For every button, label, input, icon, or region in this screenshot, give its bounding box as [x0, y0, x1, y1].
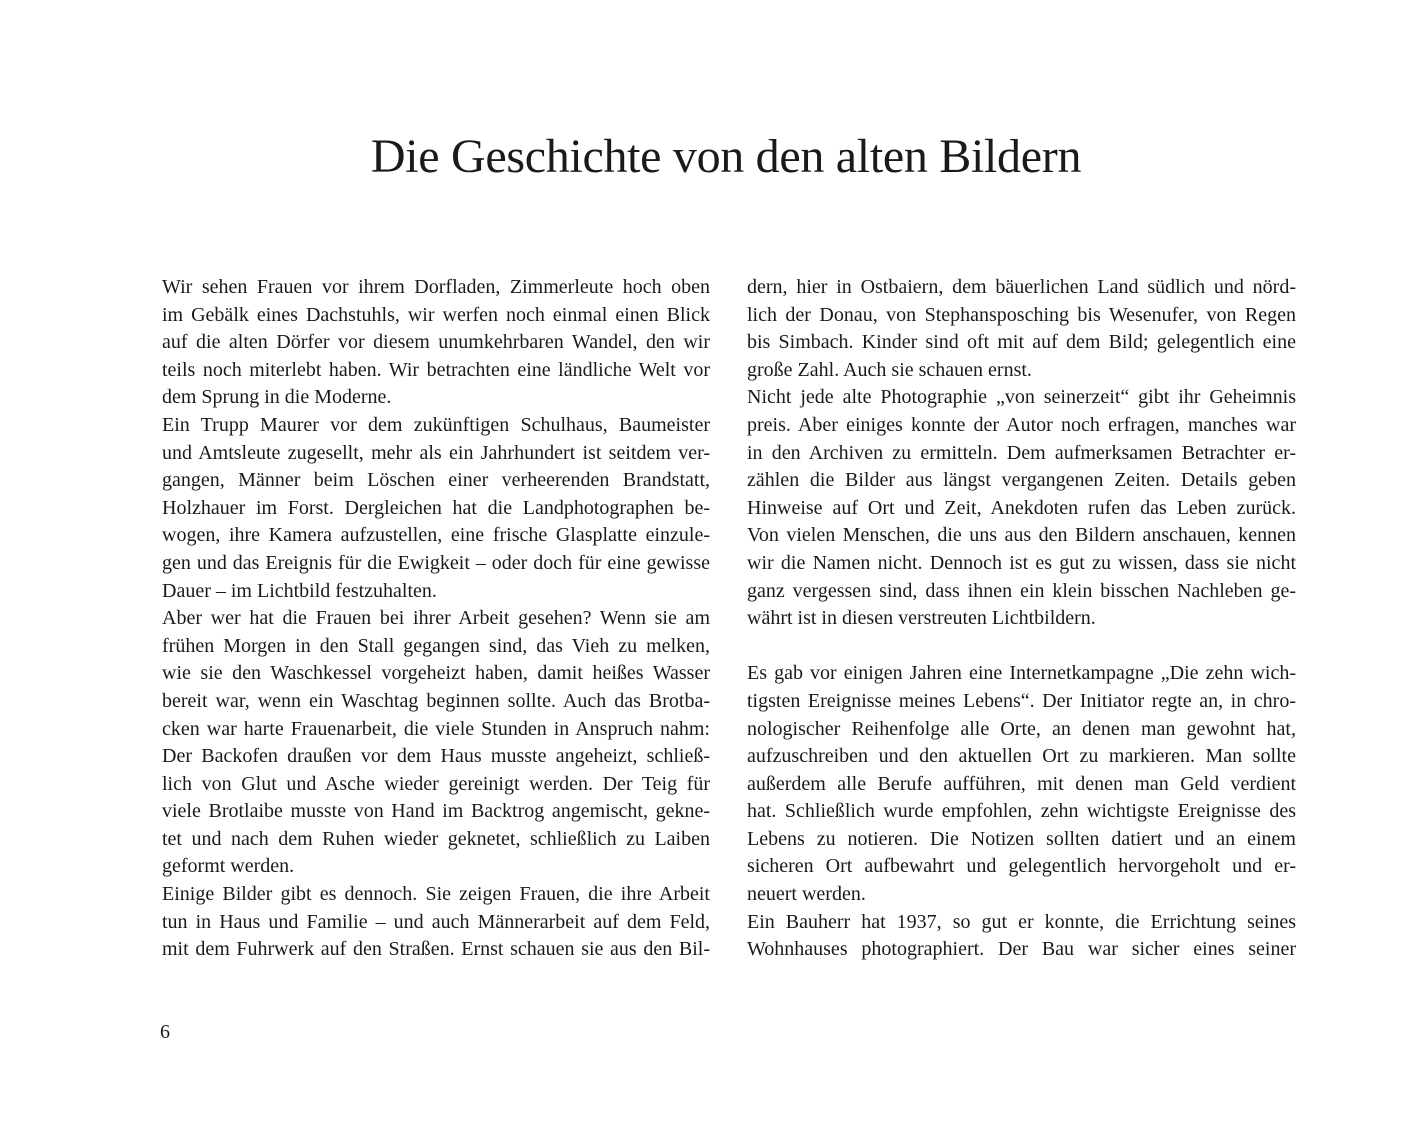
text-line: Hinweise auf Ort und Zeit, Anekdoten rufen das Leben zurück. [747, 496, 1296, 519]
text-line: auf die alten Dörfer vor diesem unumkehrbaren Wandel, den wir [162, 331, 710, 354]
text-line: mit dem Fuhrwerk auf den Straßen. Ernst schauen sie aus den Bil- [162, 938, 710, 961]
text-line: wir die Namen nicht. Dennoch ist es gut zu wissen, dass sie nicht [747, 551, 1296, 574]
text-line: bereit war, wenn ein Waschtag beginnen sollte. Auch das Brotba- [162, 689, 710, 712]
chapter-title: Die Geschichte von den alten Bildern [370, 130, 1082, 183]
text-line: viele Brotlaibe musste von Hand im Backtrog angemischt, gekne- [162, 800, 710, 823]
text-line: wogen, ihre Kamera aufzustellen, eine frische Glasplatte einzule- [162, 524, 710, 547]
text-line: Nicht jede alte Photographie „von seinerzeit“ gibt ihr Geheimnis [747, 386, 1296, 409]
text-line: neuert werden. [747, 883, 866, 906]
text-line: lich der Donau, von Stephansposching bis Wesenufer, von Regen [747, 303, 1296, 326]
text-line: sicheren Ort aufbewahrt und gelegentlich hervorgeholt und er- [747, 855, 1296, 878]
text-line: ganz vergessen sind, dass ihnen ein klein bisschen Nachleben ge- [747, 579, 1296, 602]
text-line: Von vielen Menschen, die uns aus den Bildern anschauen, kennen [747, 524, 1296, 547]
text-line: Wohnhauses photographiert. Der Bau war sicher eines seiner [747, 938, 1296, 961]
text-line: außerdem alle Berufe aufführen, mit denen man Geld verdient [747, 772, 1296, 795]
text-line: währt ist in diesen verstreuten Lichtbildern. [747, 607, 1096, 630]
text-line: Ein Trupp Maurer vor dem zukünftigen Schulhaus, Baumeister [162, 413, 710, 436]
text-line: bis Simbach. Kinder sind oft mit auf dem Bild; gelegentlich eine [747, 331, 1296, 354]
text-line: Es gab vor einigen Jahren eine Internetkampagne „Die zehn wich- [747, 662, 1296, 685]
text-line: wie sie den Waschkessel vorgeheizt haben, damit heißes Wasser [162, 662, 710, 685]
text-line: Wir sehen Frauen vor ihrem Dorfladen, Zimmerleute hoch oben [162, 276, 710, 298]
text-line: zählen die Bilder aus längst vergangenen Zeiten. Details geben [747, 469, 1296, 492]
text-line: Dauer – im Lichtbild festzuhalten. [162, 579, 437, 602]
text-line: Einige Bilder gibt es dennoch. Sie zeigen Frauen, die ihre Arbeit [162, 883, 710, 906]
text-line: aufzuschreiben und den aktuellen Ort zu markieren. Man sollte [747, 745, 1296, 768]
right-text-column [747, 274, 1296, 964]
text-line: dern, hier in Ostbaiern, dem bäuerlichen Land südlich und nörd- [747, 276, 1296, 298]
text-line: hat. Schließlich wurde empfohlen, zehn wichtigste Ereignisse des [747, 800, 1296, 823]
text-line: cken war harte Frauenarbeit, die viele Stunden in Anspruch nahm: [162, 717, 710, 740]
paragraph-gap [747, 633, 1296, 661]
text-line: dem Sprung in die Moderne. [162, 386, 392, 409]
text-line: Aber wer hat die Frauen bei ihrer Arbeit gesehen? Wenn sie am [162, 607, 710, 630]
text-line: tigsten Ereignisse meines Lebens“. Der Initiator regte an, in chro- [747, 689, 1296, 712]
text-line: frühen Morgen in den Stall gegangen sind, das Vieh zu melken, [162, 634, 710, 657]
text-line: Der Backofen draußen vor dem Haus musste angeheizt, schließ- [162, 745, 710, 768]
text-line: teils noch miterlebt haben. Wir betrachten eine ländliche Welt vor [162, 358, 710, 381]
text-line: gen und das Ereignis für die Ewigkeit – oder doch für eine gewisse [162, 551, 710, 574]
text-line: geformt werden. [162, 855, 295, 878]
text-line: und Amtsleute zugesellt, mehr als ein Jahrhundert ist seitdem ver- [162, 441, 710, 464]
text-line: lich von Glut und Asche wieder gereinigt werden. Der Teig für [162, 772, 710, 795]
page-number: 6 [160, 1021, 170, 1043]
text-line: nologischer Reihenfolge alle Orte, an denen man gewohnt hat, [747, 717, 1296, 740]
text-line: Ein Bauherr hat 1937, so gut er konnte, die Errichtung seines [747, 910, 1296, 933]
text-line: in den Archiven zu ermitteln. Dem aufmerksamen Betrachter er- [747, 441, 1296, 464]
text-line: im Gebälk eines Dachstuhls, wir werfen noch einmal einen Blick [162, 303, 710, 326]
text-line: Lebens zu notieren. Die Notizen sollten datiert und an einem [747, 827, 1296, 850]
text-line: tun in Haus und Familie – und auch Männerarbeit auf dem Feld, [162, 910, 710, 933]
text-line: große Zahl. Auch sie schauen ernst. [747, 358, 1032, 381]
text-line: preis. Aber einiges konnte der Autor noch erfragen, manches war [747, 413, 1296, 436]
left-text-column [162, 274, 710, 964]
text-line: Holzhauer im Forst. Dergleichen hat die Landphotographen be- [162, 496, 710, 519]
text-line: gangen, Männer beim Löschen einer verheerenden Brandstatt, [162, 469, 710, 492]
text-line: tet und nach dem Ruhen wieder geknetet, schließlich zu Laiben [162, 827, 710, 850]
